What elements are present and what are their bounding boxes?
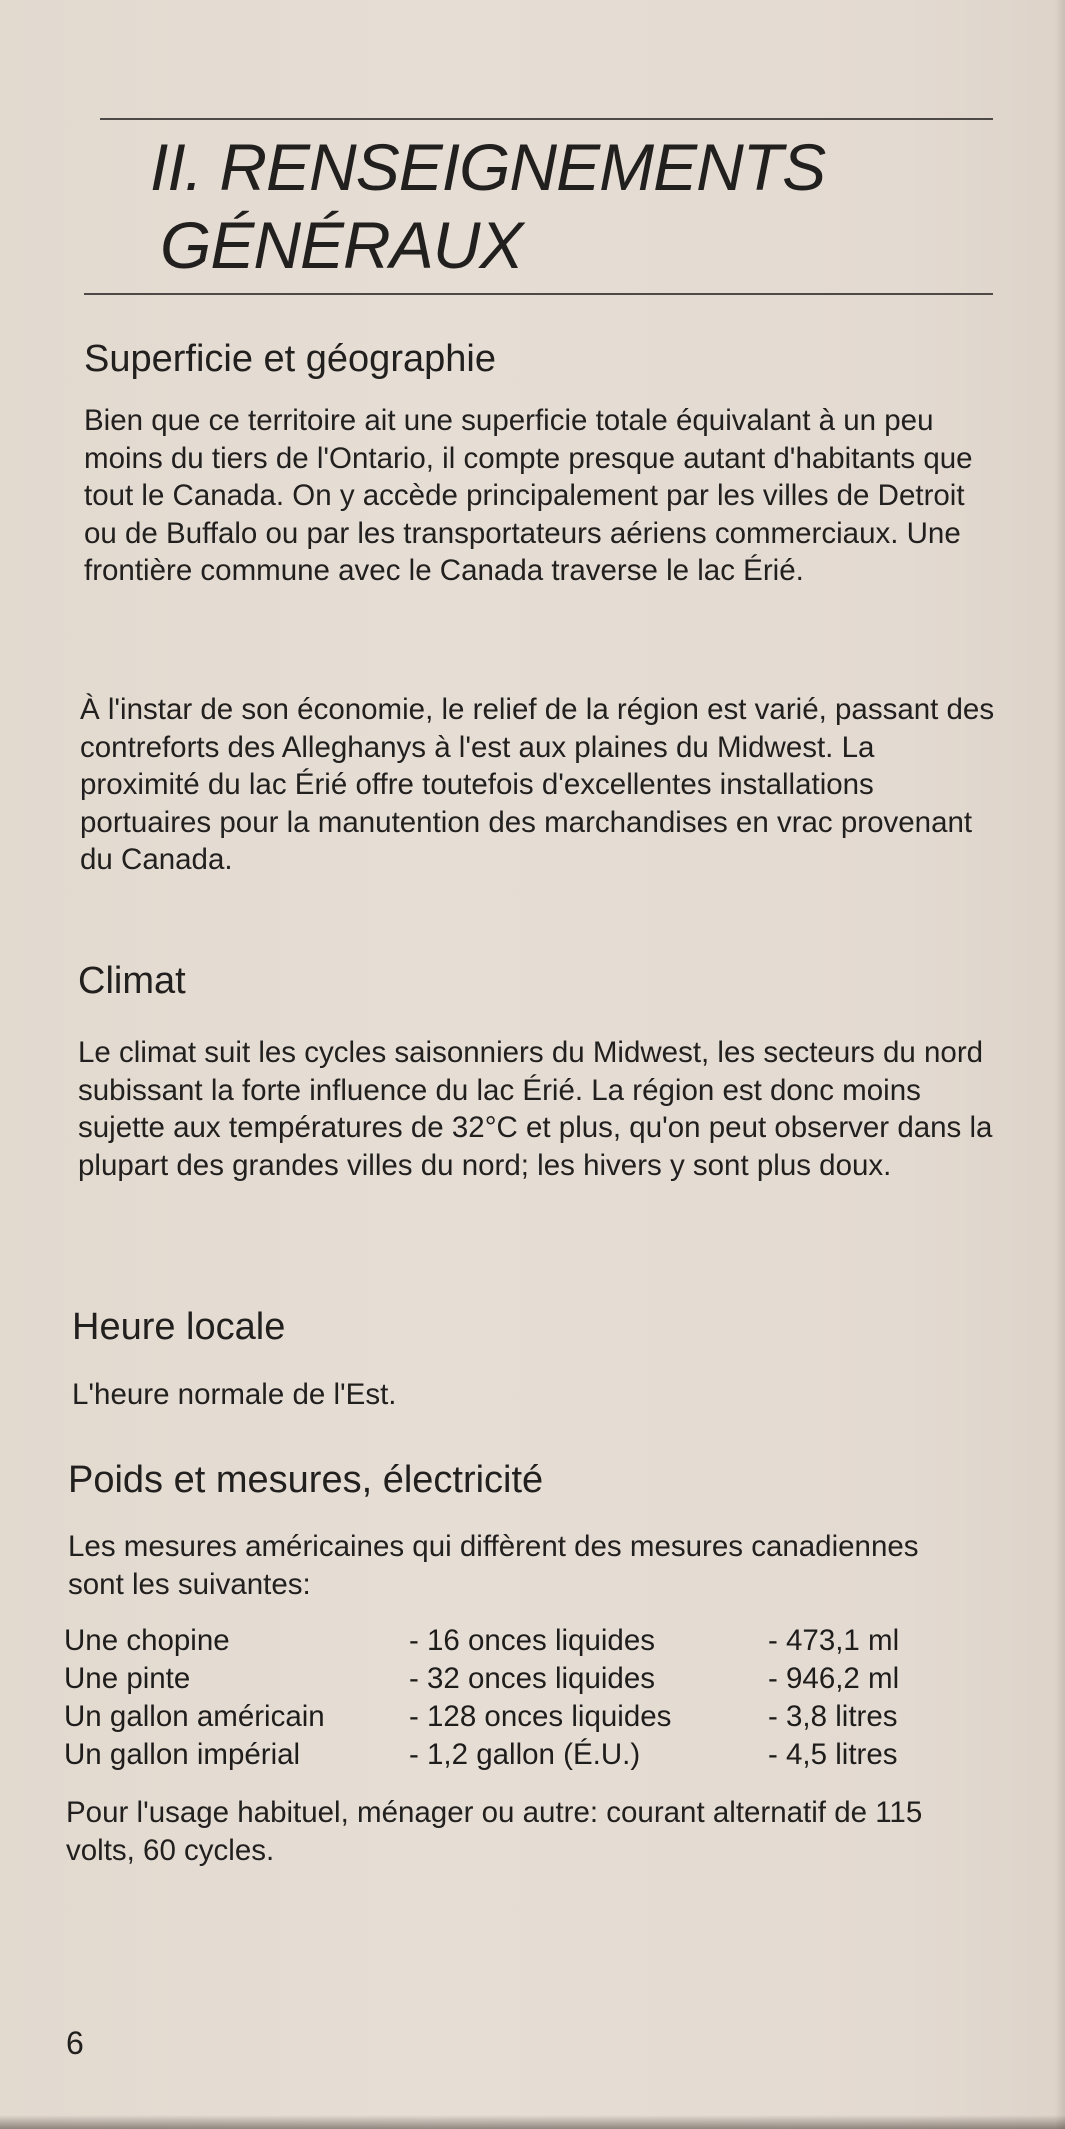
measure-metric: - 3,8 litres (768, 1700, 898, 1733)
measure-unit: Un gallon américain (64, 1700, 325, 1733)
heading-climat: Climat (78, 960, 186, 1002)
paragraph-poids-intro: Les mesures américaines qui diffèrent des mesures canadiennes sont les suivantes: (68, 1530, 919, 1601)
paragraph-heure-locale: L'heure normale de l'Est. (72, 1378, 397, 1411)
measure-metric: - 473,1 ml (768, 1624, 900, 1657)
measure-unit: Une pinte (64, 1662, 191, 1695)
title-bottom-rule (84, 293, 993, 295)
measure-ounces: - 1,2 gallon (É.U.) (409, 1738, 641, 1771)
chapter-title-line2: GÉNÉRAUX (160, 208, 523, 282)
measure-ounces: - 128 onces liquides (409, 1700, 672, 1733)
chapter-title (150, 128, 825, 284)
measure-ounces: - 32 onces liquides (409, 1662, 655, 1695)
measure-unit: Un gallon impérial (64, 1738, 301, 1771)
paragraph-superficie-1: Bien que ce territoire ait une superficie totale équivalant à un peu moins du tiers de l'Ontario, il compte presque autant d'habitants que tout le Canada. On y accède principalement par les villes de Detroit ou de Buffalo ou par les transportateurs aériens commerciaux. Une frontière commune avec le Canada traverse le lac Érié. (84, 404, 973, 587)
measure-unit: Une chopine (64, 1624, 230, 1657)
page-number: 6 (66, 2025, 84, 2061)
measure-metric: - 946,2 ml (768, 1662, 900, 1695)
measure-ounces: - 16 onces liquides (409, 1624, 655, 1657)
heading-superficie: Superficie et géographie (84, 338, 496, 380)
measure-metric: - 4,5 litres (768, 1738, 898, 1771)
page-bottom-shadow (0, 2115, 1065, 2129)
paragraph-climat: Le climat suit les cycles saisonniers du Midwest, les secteurs du nord subissant la forte influence du lac Érié. La région est donc moins sujette aux températures de 32°C et plus, qu'on peut observer dans la plupart des grandes villes du nord; les hivers y sont plus doux. (78, 1036, 993, 1182)
title-top-rule (100, 118, 993, 120)
page-edge-shadow (1055, 0, 1065, 2129)
heading-heure-locale: Heure locale (72, 1306, 286, 1348)
heading-poids-mesures: Poids et mesures, électricité (68, 1459, 544, 1501)
paragraph-electricite: Pour l'usage habituel, ménager ou autre: courant alternatif de 115 volts, 60 cycles. (66, 1796, 923, 1867)
paragraph-superficie-2: À l'instar de son économie, le relief de la région est varié, passant des contreforts des Alleghanys à l'est aux plaines du Midwest. La proximité du lac Érié offre toutefois d'excellentes installations portuaires pour la manutention des marchandises en vrac provenant du Canada. (80, 693, 995, 876)
chapter-title-line1: II. RENSEIGNEMENTS (150, 130, 826, 204)
